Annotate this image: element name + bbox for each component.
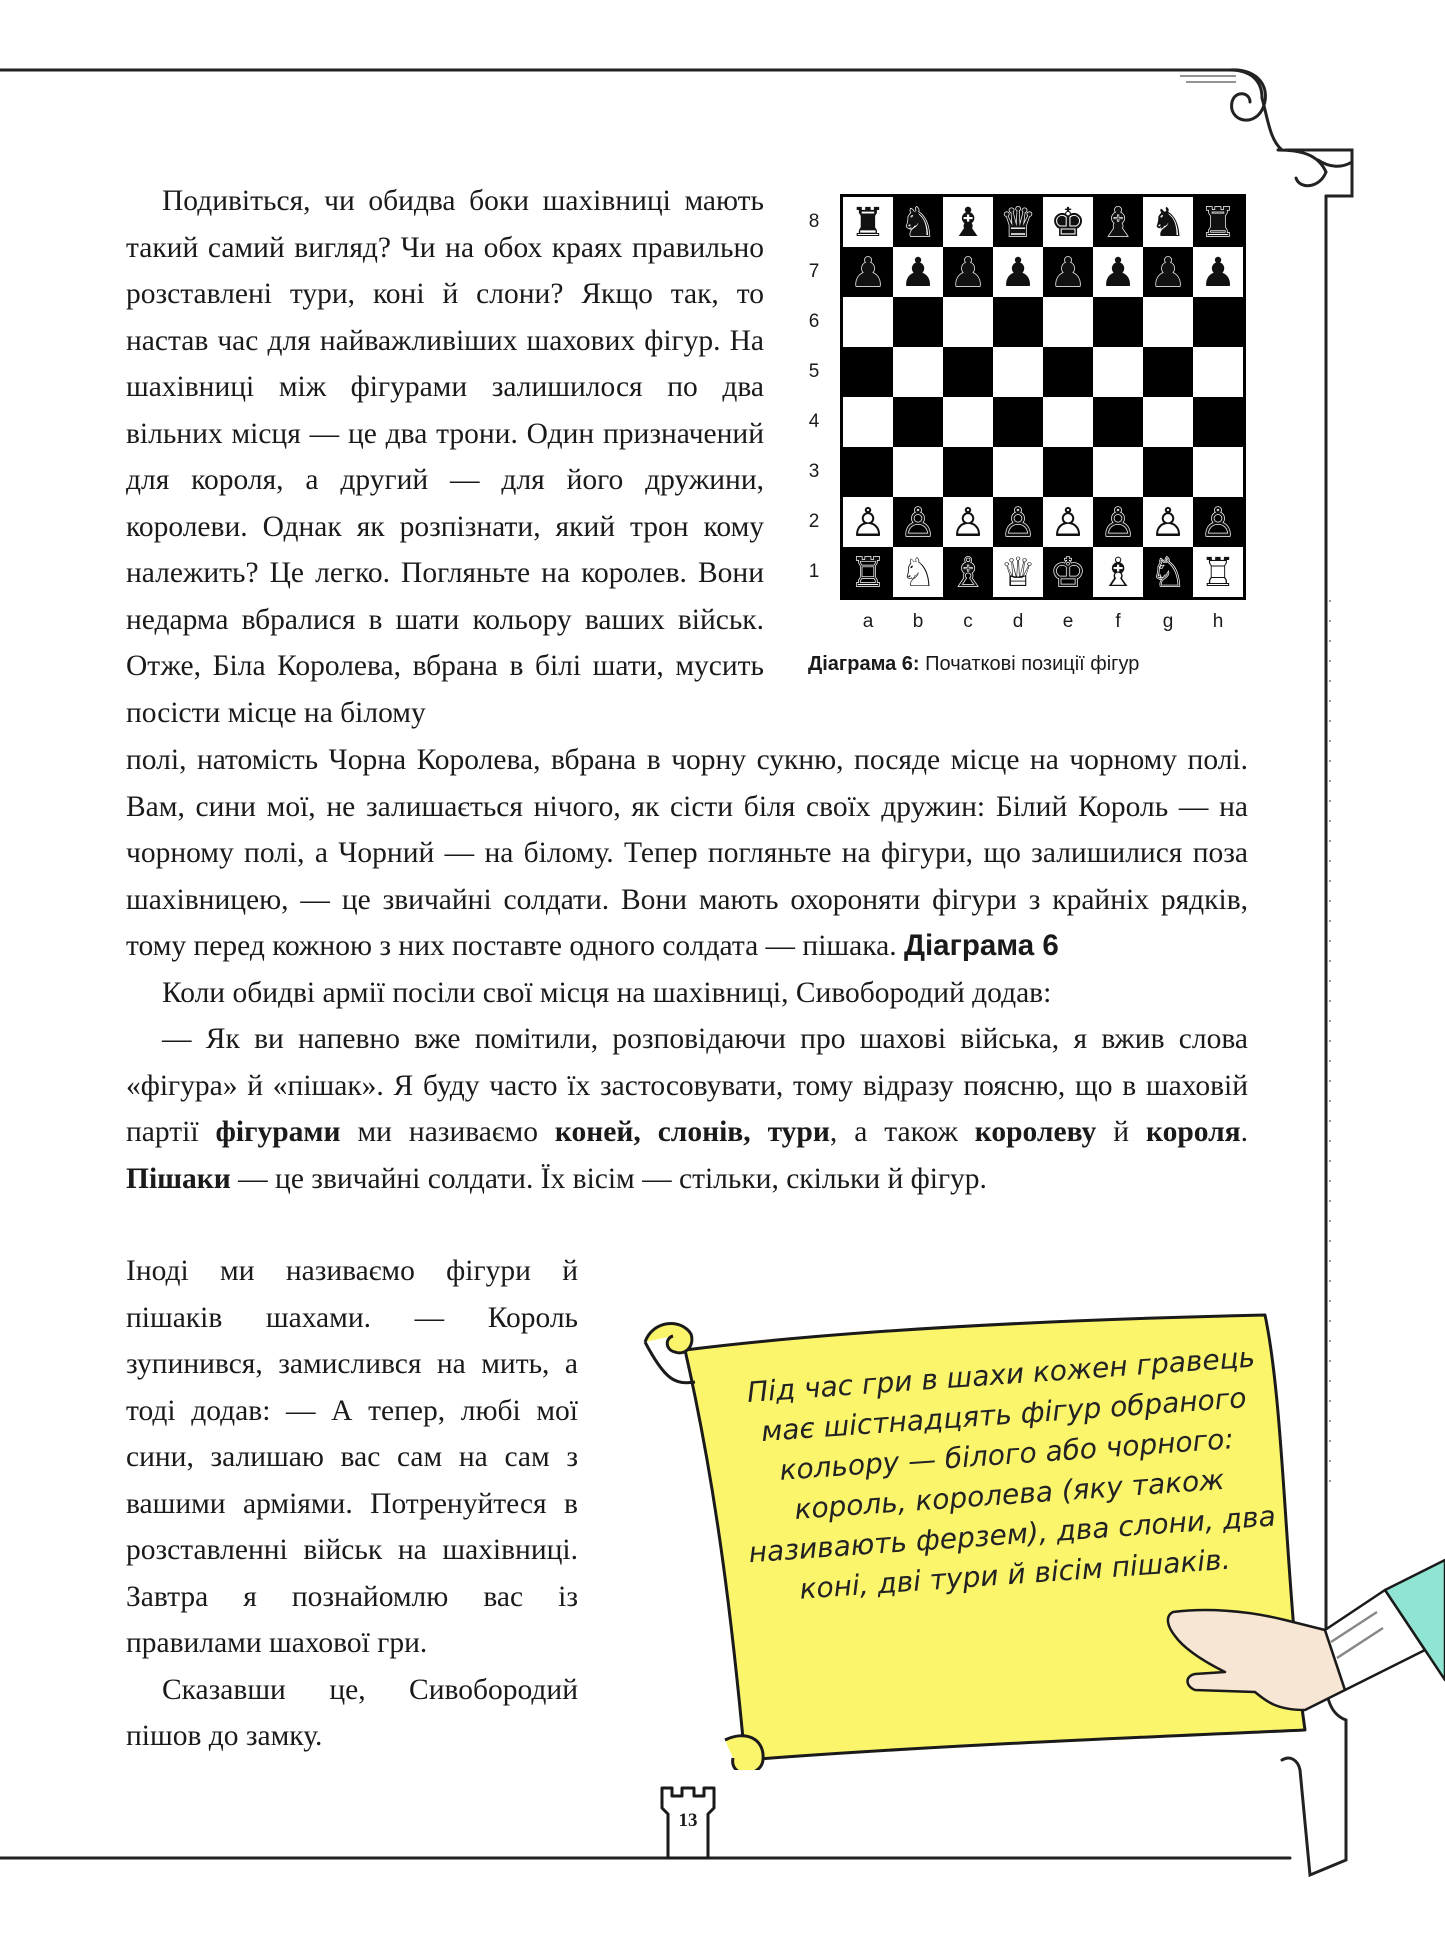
square-b4 xyxy=(893,397,943,447)
square-d3 xyxy=(993,447,1043,497)
piece-d2: ♙ xyxy=(1000,500,1036,546)
piece-e8: ♚ xyxy=(1050,200,1086,246)
terms-text-f: . xyxy=(1240,1116,1248,1148)
piece-g2: ♙ xyxy=(1150,500,1186,546)
piece-h8: ♜ xyxy=(1200,200,1236,246)
square-g5 xyxy=(1143,347,1193,397)
piece-g1: ♘ xyxy=(1150,550,1186,596)
rank-label-1: 1 xyxy=(808,561,820,582)
square-e3 xyxy=(1043,447,1093,497)
piece-g7: ♟ xyxy=(1150,250,1186,296)
file-label-g: g xyxy=(1162,611,1174,632)
piece-d8: ♛ xyxy=(1000,200,1036,246)
piece-a7: ♟ xyxy=(850,250,886,296)
piece-e7: ♟ xyxy=(1050,250,1086,296)
square-e4 xyxy=(1043,397,1093,447)
piece-e2: ♙ xyxy=(1050,500,1086,546)
side-text-block xyxy=(126,1248,578,1760)
square-b3 xyxy=(893,447,943,497)
rank-label-5: 5 xyxy=(808,361,820,382)
file-label-b: b xyxy=(912,611,924,632)
main-text-block xyxy=(126,737,1248,1202)
note-text: Під час гри в шахи кожен гравець має шістнадцять фігур обраного кольору — білого або чорного: король, королева (яку також називають ферзем), два слони, два коні, дві тури й вісім пішаків. xyxy=(745,1340,1277,1606)
square-c6 xyxy=(943,297,993,347)
square-g4 xyxy=(1143,397,1193,447)
piece-c8: ♝ xyxy=(950,200,986,246)
piece-f1: ♗ xyxy=(1100,550,1136,596)
square-f5 xyxy=(1093,347,1143,397)
diagram-caption xyxy=(808,651,1268,677)
square-c5 xyxy=(943,347,993,397)
terms-text-e: й xyxy=(1113,1116,1130,1148)
rank-label-8: 8 xyxy=(808,211,820,232)
square-a5 xyxy=(843,347,893,397)
diagram-caption-text: Початкові позиції фігур xyxy=(925,653,1140,675)
paragraph-terms xyxy=(126,1016,1248,1202)
square-g6 xyxy=(1143,297,1193,347)
file-label-e: e xyxy=(1062,611,1074,632)
piece-b2: ♙ xyxy=(900,500,936,546)
square-h4 xyxy=(1193,397,1243,447)
file-label-d: d xyxy=(1012,611,1024,632)
paragraph-intro-text: Подивіться, чи обидва боки шахівниці мають такий самий вигляд? Чи на обох краях правильно розставлені тури, коні й слони? Якщо так, то настав час для найважливіших шахових фігур. На шахівниці між фігурами залишилося по два вільних місця — це два трони. Один призначений для короля, а другий — для його дружини, королеви. Однак як розпізнати, який трон кому належить? Це легко. Погляньте на королев. Вони недарма вбралися в шати кольору ваших військ. Отже, Біла Королева, вбрана в білі шати, мусить посісти місце на білому xyxy=(126,185,764,729)
square-b6 xyxy=(893,297,943,347)
square-d6 xyxy=(993,297,1043,347)
square-a3 xyxy=(843,447,893,497)
term-pawns: Пішаки xyxy=(126,1162,231,1195)
piece-h1: ♖ xyxy=(1200,550,1236,596)
piece-f2: ♙ xyxy=(1100,500,1136,546)
piece-c2: ♙ xyxy=(950,500,986,546)
square-f3 xyxy=(1093,447,1143,497)
piece-b7: ♟ xyxy=(900,250,936,296)
square-c4 xyxy=(943,397,993,447)
term-figures: фігурами xyxy=(215,1116,341,1148)
file-label-h: h xyxy=(1212,611,1224,632)
piece-b1: ♘ xyxy=(900,550,936,596)
rank-label-2: 2 xyxy=(808,511,820,532)
square-a4 xyxy=(843,397,893,447)
file-label-a: a xyxy=(862,611,874,632)
square-h3 xyxy=(1193,447,1243,497)
rank-label-6: 6 xyxy=(808,311,820,332)
square-b5 xyxy=(893,347,943,397)
piece-a8: ♜ xyxy=(850,200,886,246)
file-label-f: f xyxy=(1115,611,1121,632)
file-label-c: c xyxy=(963,611,973,632)
paragraph-armies: Коли обидві армії посіли свої місця на шахівниці, Сивобородий додав: xyxy=(162,976,1052,1009)
piece-a2: ♙ xyxy=(850,500,886,546)
diagram-caption-label: Діаграма 6: xyxy=(808,653,920,675)
paragraph-intro-cont: полі, натомість Чорна Королева, вбрана в чорну сукню, посяде місце на чорному полі. Вам, сини мої, не залишається нічого, як сісти біля своїх дружин: Білий Король — на чорному полі, а Чорний — на білому. Тепер погляньте на фігури, що залишилися поза шахівницею, — це звичайні солдати. Вони мають охороняти фігури з крайніх рядків, тому перед кожною з них поставте одного солдата — пішака. xyxy=(126,744,1248,962)
square-d4 xyxy=(993,397,1043,447)
paragraph-castle: Сказавши це, Сивобородий пішов до замку. xyxy=(126,1673,578,1752)
piece-h7: ♟ xyxy=(1200,250,1236,296)
piece-f8: ♝ xyxy=(1100,200,1136,246)
piece-c7: ♟ xyxy=(950,250,986,296)
piece-f7: ♟ xyxy=(1100,250,1136,296)
piece-a1: ♖ xyxy=(850,550,886,596)
piece-h2: ♙ xyxy=(1200,500,1236,546)
piece-d7: ♟ xyxy=(1000,250,1036,296)
term-king: короля xyxy=(1145,1116,1241,1148)
terms-text-d: , а також xyxy=(829,1116,958,1148)
rank-label-4: 4 xyxy=(808,411,820,432)
rank-label-7: 7 xyxy=(808,261,820,282)
terms-text-a: — Як ви напевно вже помітили, розповідаючи про шахові війська, я вжив слова «фігура» й «пішак». Я буду часто їх застосовувати, тому відразу поясню, що в шаховій партії xyxy=(126,1023,1248,1148)
square-f6 xyxy=(1093,297,1143,347)
square-g3 xyxy=(1143,447,1193,497)
square-e6 xyxy=(1043,297,1093,347)
chess-board xyxy=(840,194,1246,600)
square-c3 xyxy=(943,447,993,497)
square-e5 xyxy=(1043,347,1093,397)
piece-c1: ♗ xyxy=(950,550,986,596)
page-number: 13 xyxy=(678,1810,698,1831)
term-pieces: коней, слонів, тури xyxy=(554,1116,830,1148)
square-h5 xyxy=(1193,347,1243,397)
terms-text-g: — це звичайні солдати. Їх вісім — стільки, скільки й фігур. xyxy=(238,1162,987,1195)
paragraph-terms-cont: Іноді ми називаємо фігури й пішаків шахами. — Король зупинився, замислився на мить, а тоді додав: — А тепер, любі мої сини, залишаю вас сам на сам з вашими арміями. Потренуйтеся в розставленні військ на шахівниці. Завтра я познайомлю вас із правилами шахової гри. xyxy=(126,1255,578,1659)
piece-d1: ♕ xyxy=(1000,550,1036,596)
square-d5 xyxy=(993,347,1043,397)
paragraph-intro xyxy=(126,178,764,736)
piece-b8: ♞ xyxy=(900,200,936,246)
diagram-reference: Діаграма 6 xyxy=(903,929,1059,962)
rank-label-3: 3 xyxy=(808,461,820,482)
square-a6 xyxy=(843,297,893,347)
square-h6 xyxy=(1193,297,1243,347)
square-f4 xyxy=(1093,397,1143,447)
piece-e1: ♔ xyxy=(1050,550,1086,596)
term-queen: королеву xyxy=(974,1116,1097,1148)
piece-g8: ♞ xyxy=(1150,200,1186,246)
terms-text-c: ми називаємо xyxy=(357,1116,538,1148)
